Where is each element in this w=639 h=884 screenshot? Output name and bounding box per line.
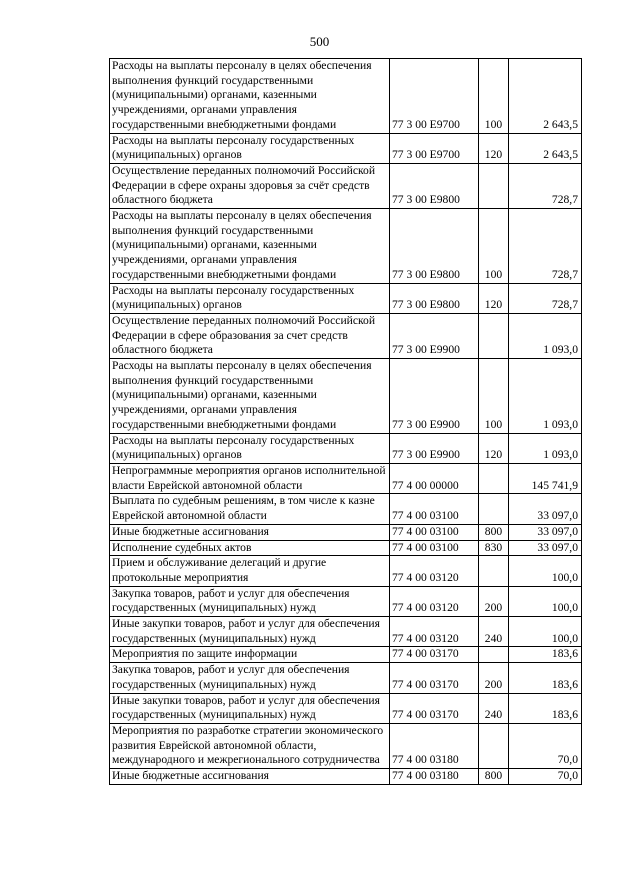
target-code-cell: 77 3 00 Е9700 xyxy=(390,59,479,134)
table-row xyxy=(110,209,582,284)
expense-type-cell: 100 xyxy=(479,59,509,134)
table-row xyxy=(110,463,582,493)
amount-cell: 33 097,0 xyxy=(509,540,582,556)
expense-name-cell: Иные бюджетные ассигнования xyxy=(110,769,390,785)
expense-type-cell: 100 xyxy=(479,359,509,434)
amount-cell: 145 741,9 xyxy=(509,463,582,493)
amount-cell: 2 643,5 xyxy=(509,59,582,134)
table-row xyxy=(110,163,582,208)
expense-type-cell xyxy=(479,723,509,768)
expense-name-cell: Иные бюджетные ассигнования xyxy=(110,524,390,540)
expense-name-cell: Расходы на выплаты персоналу в целях обеспечения выполнения функций государственными (муниципальными) органами, казенными учреждениями, органами управления государственными внебюджетными фондами xyxy=(110,359,390,434)
amount-cell: 33 097,0 xyxy=(509,524,582,540)
expense-type-cell: 830 xyxy=(479,540,509,556)
target-code-cell: 77 4 00 03100 xyxy=(390,524,479,540)
expense-name-cell: Осуществление переданных полномочий Российской Федерации в сфере охраны здоровья за счёт средств областного бюджета xyxy=(110,163,390,208)
expense-type-cell xyxy=(479,313,509,358)
budget-table-body xyxy=(110,59,582,785)
expense-type-cell: 800 xyxy=(479,769,509,785)
amount-cell: 1 093,0 xyxy=(509,433,582,463)
table-row xyxy=(110,556,582,586)
target-code-cell: 77 3 00 Е9700 xyxy=(390,133,479,163)
expense-name-cell: Выплата по судебным решениям, в том числе к казне Еврейской автономной области xyxy=(110,494,390,524)
amount-cell: 100,0 xyxy=(509,586,582,616)
expense-name-cell: Исполнение судебных актов xyxy=(110,540,390,556)
amount-cell: 70,0 xyxy=(509,769,582,785)
expense-type-cell xyxy=(479,463,509,493)
amount-cell: 1 093,0 xyxy=(509,359,582,434)
expense-type-cell: 100 xyxy=(479,209,509,284)
target-code-cell: 77 4 00 03170 xyxy=(390,663,479,693)
expense-type-cell: 200 xyxy=(479,586,509,616)
expense-name-cell: Иные закупки товаров, работ и услуг для обеспечения государственных (муниципальных) нужд xyxy=(110,693,390,723)
expense-name-cell: Расходы на выплаты персоналу в целях обеспечения выполнения функций государственными (муниципальными) органами, казенными учреждениями, органами управления государственными внебюджетными фондами xyxy=(110,209,390,284)
expense-name-cell: Расходы на выплаты персоналу государственных (муниципальных) органов xyxy=(110,433,390,463)
expense-name-cell: Расходы на выплаты персоналу в целях обеспечения выполнения функций государственными (муниципальными) органами, казенными учреждениями, органами управления государственными внебюджетными фондами xyxy=(110,59,390,134)
target-code-cell: 77 4 00 03170 xyxy=(390,647,479,663)
target-code-cell: 77 4 00 03170 xyxy=(390,693,479,723)
table-row xyxy=(110,693,582,723)
amount-cell: 728,7 xyxy=(509,283,582,313)
expense-name-cell: Расходы на выплаты персоналу государственных (муниципальных) органов xyxy=(110,283,390,313)
amount-cell: 728,7 xyxy=(509,209,582,284)
page-number: 500 xyxy=(309,34,330,49)
table-row xyxy=(110,540,582,556)
expense-name-cell: Непрограммные мероприятия органов исполнительной власти Еврейской автономной области xyxy=(110,463,390,493)
target-code-cell: 77 4 00 03100 xyxy=(390,540,479,556)
table-row xyxy=(110,586,582,616)
table-row xyxy=(110,663,582,693)
expense-name-cell: Мероприятия по разработке стратегии экономического развития Еврейской автономной области, международного и межрегионального сотрудничества xyxy=(110,723,390,768)
table-row xyxy=(110,524,582,540)
budget-table xyxy=(109,58,582,785)
expense-type-cell: 800 xyxy=(479,524,509,540)
table-row xyxy=(110,283,582,313)
target-code-cell: 77 3 00 Е9800 xyxy=(390,209,479,284)
table-row xyxy=(110,433,582,463)
target-code-cell: 77 4 00 00000 xyxy=(390,463,479,493)
target-code-cell: 77 3 00 Е9900 xyxy=(390,313,479,358)
expense-type-cell xyxy=(479,494,509,524)
amount-cell: 33 097,0 xyxy=(509,494,582,524)
expense-type-cell: 240 xyxy=(479,693,509,723)
expense-type-cell xyxy=(479,163,509,208)
target-code-cell: 77 3 00 Е9900 xyxy=(390,359,479,434)
expense-type-cell: 240 xyxy=(479,617,509,647)
expense-name-cell: Мероприятия по защите информации xyxy=(110,647,390,663)
expense-name-cell: Осуществление переданных полномочий Российской Федерации в сфере образования за счет средств областного бюджета xyxy=(110,313,390,358)
table-row xyxy=(110,769,582,785)
target-code-cell: 77 4 00 03180 xyxy=(390,723,479,768)
expense-type-cell xyxy=(479,647,509,663)
expense-type-cell: 120 xyxy=(479,283,509,313)
amount-cell: 100,0 xyxy=(509,617,582,647)
amount-cell: 728,7 xyxy=(509,163,582,208)
expense-type-cell xyxy=(479,556,509,586)
amount-cell: 183,6 xyxy=(509,647,582,663)
expense-type-cell: 120 xyxy=(479,133,509,163)
target-code-cell: 77 3 00 Е9900 xyxy=(390,433,479,463)
table-row xyxy=(110,313,582,358)
target-code-cell: 77 4 00 03100 xyxy=(390,494,479,524)
amount-cell: 2 643,5 xyxy=(509,133,582,163)
amount-cell: 100,0 xyxy=(509,556,582,586)
amount-cell: 1 093,0 xyxy=(509,313,582,358)
expense-type-cell: 120 xyxy=(479,433,509,463)
target-code-cell: 77 4 00 03180 xyxy=(390,769,479,785)
expense-name-cell: Закупка товаров, работ и услуг для обеспечения государственных (муниципальных) нужд xyxy=(110,663,390,693)
target-code-cell: 77 4 00 03120 xyxy=(390,617,479,647)
target-code-cell: 77 4 00 03120 xyxy=(390,586,479,616)
table-row xyxy=(110,494,582,524)
table-row xyxy=(110,723,582,768)
expense-type-cell: 200 xyxy=(479,663,509,693)
expense-name-cell: Расходы на выплаты персоналу государственных (муниципальных) органов xyxy=(110,133,390,163)
table-row xyxy=(110,647,582,663)
table-row xyxy=(110,133,582,163)
amount-cell: 183,6 xyxy=(509,693,582,723)
table-row xyxy=(110,59,582,134)
target-code-cell: 77 4 00 03120 xyxy=(390,556,479,586)
amount-cell: 183,6 xyxy=(509,663,582,693)
table-row xyxy=(110,359,582,434)
amount-cell: 70,0 xyxy=(509,723,582,768)
expense-name-cell: Прием и обслуживание делегаций и другие протокольные мероприятия xyxy=(110,556,390,586)
expense-name-cell: Иные закупки товаров, работ и услуг для обеспечения государственных (муниципальных) нужд xyxy=(110,617,390,647)
expense-name-cell: Закупка товаров, работ и услуг для обеспечения государственных (муниципальных) нужд xyxy=(110,586,390,616)
table-row xyxy=(110,617,582,647)
target-code-cell: 77 3 00 Е9800 xyxy=(390,163,479,208)
target-code-cell: 77 3 00 Е9800 xyxy=(390,283,479,313)
